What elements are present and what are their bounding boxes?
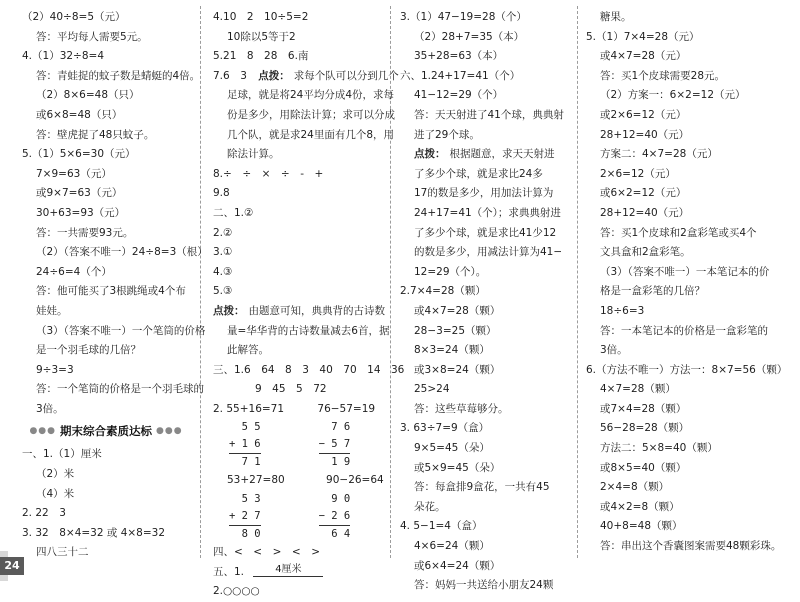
text-line: 答：买1个皮球需要28元。 <box>600 69 726 82</box>
text-line: 28+12=40（元） <box>600 206 690 219</box>
text-line: 文具盒和2盒彩笔。 <box>600 246 691 259</box>
text-line: （2）米 <box>36 468 75 481</box>
tip-text: 根据题意，求天天射进 <box>449 148 555 161</box>
text-line: 5.（1）7×4=28（元） <box>586 30 700 43</box>
text-line: 答：天天射进了41个球，典典射 <box>414 108 564 121</box>
text-line: 此解答。 <box>227 344 269 357</box>
text-line: 2.② <box>213 226 233 239</box>
text-line: 是一个羽毛球的几倍？ <box>36 344 141 357</box>
text-line: 或4×2=8（颗） <box>600 500 680 513</box>
text-line: 答：这些草莓够分。 <box>414 402 509 415</box>
text-line: 或8×5=40（颗） <box>600 461 687 474</box>
vt-row: + 2 7 <box>229 508 261 526</box>
text-line: 6.（方法不唯一）方法一：8×7=56（颗） <box>586 363 788 376</box>
text-line: 几个队，就是求24里面有几个8，用 <box>227 128 395 141</box>
vt-row: 5 3 <box>229 493 261 506</box>
text-line: 或6×2=12（元） <box>600 187 687 200</box>
text-line: 四、< < > < > <box>213 546 320 559</box>
text-line: 朵花。 <box>414 500 446 513</box>
text-line: 9.8 <box>213 187 230 200</box>
text-line: 4.10 2 10÷5=2 <box>213 11 309 23</box>
vertical-calc <box>229 491 261 543</box>
text-line: 4.（1）32÷8=4 <box>22 50 105 63</box>
text-line: 答：一共需要93元。 <box>36 226 134 239</box>
text-line: 或7×4=28（颗） <box>600 402 687 415</box>
text-line: 答：他可能买了3根跳绳或4个布 <box>36 285 186 298</box>
vertical-calc <box>319 419 351 471</box>
text-line: 或4×7=28（元） <box>600 50 687 63</box>
text-line: 或3×8=24（颗） <box>414 363 501 376</box>
tip-text: 求每个队可以分到几个 <box>293 69 399 82</box>
text-line: （3）（答案不唯一）一个笔筒的价格 <box>36 324 206 337</box>
text-line: （3）（答案不唯一）一本笔记本的价 <box>600 265 770 278</box>
text-line: 56−28=28（颗） <box>600 422 690 435</box>
text-line: 答：壁虎捉了48只蚊子。 <box>36 128 155 141</box>
vt-row: + 1 6 <box>229 436 261 454</box>
text-line: 答：串出这个香囊图案需要48颗彩珠。 <box>600 540 782 553</box>
tip-line <box>400 145 570 165</box>
text-line: 24÷6=4（个） <box>36 265 112 278</box>
calc-head: 76−57=19 <box>317 402 376 415</box>
text-line: 答：买1个皮球和2盒彩笔或买4个 <box>600 226 757 239</box>
text-line: 了多少个球，就是求比24多 <box>414 167 543 180</box>
decor-dots: ●●● <box>29 426 56 437</box>
text-line: 足球，就是将24平均分成4份，求每 <box>227 89 395 102</box>
text-line: 或2×6=12（元） <box>600 108 687 121</box>
tip-text: 由题意可知，典典背的古诗数 <box>248 304 385 317</box>
measure-line <box>213 563 385 583</box>
text-line: 量=华华背的古诗数量减去6首，据 <box>227 324 390 337</box>
text-line: 或6×8=48（只） <box>36 108 123 121</box>
text-line: （2）8×6=48（只） <box>36 89 140 102</box>
text-line: 答：一个笔筒的价格是一个羽毛球的 <box>36 383 204 396</box>
text-line: 5.21 8 28 6.南 <box>213 50 309 63</box>
text-line: 3. 32 8×4=32 或 4×8=32 <box>22 526 166 539</box>
text-line: 2.7×4=28（颗） <box>400 285 486 298</box>
text-line: 方法二：5×8=40（颗） <box>600 442 718 455</box>
text-line: 7×9=63（元） <box>36 167 112 180</box>
text-line: （2）40÷8=5（元） <box>22 11 126 23</box>
text-line: 40+8=48（颗） <box>600 520 683 533</box>
column-1 <box>22 8 208 563</box>
text-line: 三、1.6 64 8 3 40 70 14 36 <box>213 363 405 376</box>
vt-row: 6 4 <box>318 528 351 541</box>
text-line: 答：平均每人需要5元。 <box>36 30 148 43</box>
text-line: 二、1.② <box>213 206 254 219</box>
section-header <box>22 419 190 443</box>
calc-heads <box>213 400 385 420</box>
calc-head: 2. 55+16=71 <box>213 402 285 415</box>
text-line: 方案二：4×7=28（元） <box>600 148 718 161</box>
text-line: 或9×7=63（元） <box>36 187 123 200</box>
vertical-calcs <box>213 419 385 471</box>
text-line: 9×5=45（朵） <box>414 442 490 455</box>
vt-row: 1 9 <box>318 456 351 469</box>
text-line: 了多少个球，就是求比41少12 <box>414 226 557 239</box>
text-line: 17的数是多少，用加法计算为 <box>414 187 554 200</box>
text-line: 28+12=40（元） <box>600 128 690 141</box>
text-line: 答：青蛙捉的蚊子数是蜻蜓的4倍。 <box>36 69 201 82</box>
text-line: 除法计算。 <box>227 148 280 161</box>
text-line: 答：一本笔记本的价格是一盒彩笔的 <box>600 324 768 337</box>
text-line: 9 45 5 72 <box>255 383 327 396</box>
vt-row: 9 0 <box>318 493 351 506</box>
text-line: 四八三十二 <box>36 546 89 559</box>
vt-row: − 2 6 <box>319 508 351 526</box>
column-divider <box>577 6 578 558</box>
vertical-calc <box>319 491 351 543</box>
text-line: 4×7=28（颗） <box>600 383 676 396</box>
column-3 <box>400 8 570 596</box>
q7-prefix: 7.6 3 <box>213 69 247 82</box>
text-line: 格是一盒彩笔的几倍？ <box>600 285 705 298</box>
text-line: 份是多少，用除法计算；求可以分成 <box>227 108 395 121</box>
column-divider <box>200 6 201 558</box>
vt-row: 7 1 <box>229 456 261 469</box>
text-line: （2）28+7=35（本） <box>414 30 525 43</box>
q7-line <box>213 67 399 87</box>
vt-row: 5 5 <box>229 421 261 434</box>
text-line: 或5×9=45（朵） <box>414 461 501 474</box>
calc-head: 53+27=80 <box>227 474 285 487</box>
tip-label: 点拨： <box>414 148 446 161</box>
text-line: 4. 5−1=4（盒） <box>400 520 483 533</box>
text-line: （2）方案一：6×2=12（元） <box>600 89 746 102</box>
vt-row: 7 6 <box>318 421 351 434</box>
text-line: （2）（答案不唯一）24÷8=3（根） <box>36 246 208 259</box>
text-line: 35+28=63（本） <box>414 50 504 63</box>
part5-prefix: 五、1. <box>213 565 245 578</box>
section-title: 期末综合素质达标 <box>60 424 152 439</box>
text-line: 答：每盒排9盒花，一共有45 <box>414 481 550 494</box>
text-line: 10除以5等于2 <box>227 30 296 43</box>
text-line: 答：妈妈一共送给小朋友24颗 <box>414 579 554 592</box>
column-4 <box>586 8 788 557</box>
text-line: 25>24 <box>414 383 450 396</box>
column-2 <box>213 8 405 602</box>
text-line: 六、1.24+17=41（个） <box>400 69 521 82</box>
calc-head: 90−26=64 <box>326 474 384 487</box>
calc-heads <box>213 471 385 491</box>
text-line: 3. 63÷7=9（盒） <box>400 422 490 435</box>
text-line: 41−12=29（个） <box>414 89 504 102</box>
text-line: 或4×7=28（颗） <box>414 304 501 317</box>
vt-row: 8 0 <box>229 528 261 541</box>
text-line: 3倍。 <box>36 402 64 415</box>
tip-label: 点拨： <box>258 69 290 82</box>
text-line: 4.③ <box>213 265 233 278</box>
text-line: 3.（1）47−19=28（个） <box>400 11 527 23</box>
vt-row: − 5 7 <box>319 436 351 454</box>
text-line: 2. 22 3 <box>22 507 66 520</box>
decor-dots: ●●● <box>156 426 183 437</box>
text-line: 2.○○○○ <box>213 585 260 598</box>
tip-label: 点拨： <box>213 304 245 317</box>
text-line: 18÷6=3 <box>600 304 645 317</box>
text-line: 娃娃。 <box>36 304 68 317</box>
page-number: 24 <box>0 557 24 575</box>
measured-segment: 4厘米 <box>253 563 323 577</box>
vertical-calc <box>229 419 261 471</box>
text-line: 2×4=8（颗） <box>600 481 670 494</box>
text-line: 28−3=25（颗） <box>414 324 497 337</box>
text-line: 12=29（个）。 <box>414 265 487 278</box>
text-line: 24+17=41（个）；求典典射进 <box>414 206 561 219</box>
text-line: 的数是多少，用减法计算为41− <box>414 246 563 259</box>
vertical-calcs <box>213 491 385 543</box>
text-line: 8×3=24（颗） <box>414 344 490 357</box>
text-line: 进了29个球。 <box>414 128 480 141</box>
text-line: 5.（1）5×6=30（元） <box>22 148 136 161</box>
text-line: 30+63=93（元） <box>36 206 126 219</box>
tip-line <box>213 302 385 322</box>
text-line: 4×6=24（颗） <box>414 540 490 553</box>
text-line: 一、1.（1）厘米 <box>22 448 102 461</box>
text-line: 8.÷ ÷ × ÷ - + <box>213 167 324 180</box>
text-line: 9÷3=3 <box>36 363 74 376</box>
text-line: 糖果。 <box>600 11 632 23</box>
text-line: 或6×4=24（颗） <box>414 559 501 572</box>
text-line: 2×6=12（元） <box>600 167 676 180</box>
text-line: 3.① <box>213 246 233 259</box>
text-line: 3倍。 <box>600 344 628 357</box>
text-line: 5.③ <box>213 285 233 298</box>
text-line: （4）米 <box>36 487 75 500</box>
